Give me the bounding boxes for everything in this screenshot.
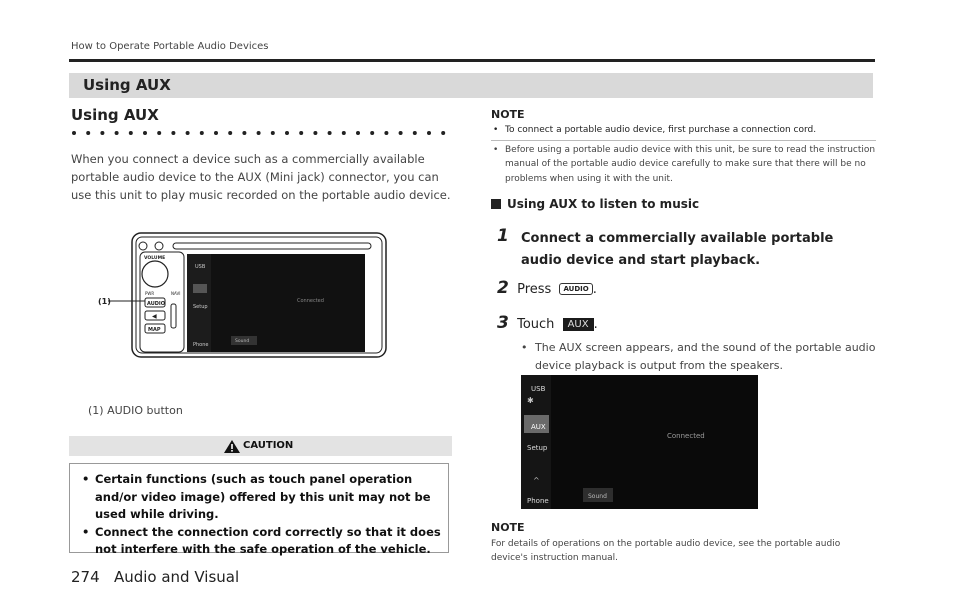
svg-text:Sound: Sound	[588, 493, 607, 500]
svg-text:Connected: Connected	[297, 298, 324, 304]
step-text: Touch	[517, 317, 555, 332]
section-heading	[491, 197, 699, 211]
step-number: 3	[497, 313, 509, 333]
step-text: Press	[517, 282, 552, 297]
figure-caption: (1) AUDIO button	[88, 404, 183, 417]
dot	[200, 131, 204, 135]
svg-text:Setup: Setup	[193, 304, 208, 310]
dot	[413, 131, 417, 135]
band-title: Using AUX	[83, 76, 171, 94]
note-item: • Before using a portable audio device with this unit, be sure to read the instruction manual of the portable audio device carefully to make sure that there will be no problems when using it with the unit.	[491, 143, 876, 187]
note-item: • To connect a portable audio device, first purchase a connection cord.	[491, 123, 876, 141]
dot	[342, 131, 346, 135]
svg-text:Phone: Phone	[527, 497, 549, 505]
svg-text:✱: ✱	[527, 396, 534, 405]
aux-key-icon: AUX	[563, 318, 594, 331]
dot	[171, 131, 175, 135]
note-heading: NOTE	[491, 108, 525, 121]
step-3	[497, 313, 598, 333]
dot	[242, 131, 246, 135]
svg-text:Connected: Connected	[667, 432, 705, 440]
dot	[100, 131, 104, 135]
svg-text:Sound: Sound	[235, 339, 250, 344]
section-band	[69, 73, 873, 98]
dot	[399, 131, 403, 135]
dot	[441, 131, 445, 135]
aux-screen-screenshot	[521, 375, 758, 509]
svg-text:^: ^	[533, 476, 540, 485]
note-list	[491, 123, 876, 186]
warning-icon	[224, 440, 240, 453]
square-bullet-icon	[491, 199, 501, 209]
svg-text:AUX: AUX	[531, 423, 546, 431]
step-suffix: .	[592, 282, 597, 297]
running-header: How to Operate Portable Audio Devices	[71, 41, 269, 52]
audio-key-icon: AUDIO	[559, 283, 592, 295]
dot	[356, 131, 360, 135]
dot	[86, 131, 90, 135]
dot	[370, 131, 374, 135]
caution-item: • Connect the connection cord correctly so that it does not interfere with the safe operation of the vehicle.	[82, 524, 442, 559]
caution-list	[82, 471, 442, 559]
svg-text:◀: ◀	[152, 313, 157, 320]
step-number: 1	[497, 226, 509, 246]
svg-text:AUDIO: AUDIO	[147, 301, 166, 307]
dot	[328, 131, 332, 135]
caution-item: • Certain functions (such as touch panel operation and/or video image) offered by this unit may not be used while driving.	[82, 471, 442, 524]
step-2	[497, 278, 597, 298]
dot	[186, 131, 190, 135]
svg-text:PWR: PWR	[145, 291, 155, 296]
dot	[299, 131, 303, 135]
dot	[384, 131, 388, 135]
dot	[72, 131, 76, 135]
svg-text:MAP: MAP	[148, 327, 161, 333]
step-1	[497, 225, 877, 272]
svg-text:VOLUME: VOLUME	[144, 256, 166, 261]
svg-text:USB: USB	[195, 264, 206, 270]
dotted-rule	[71, 129, 451, 137]
page-number: 274	[71, 568, 100, 586]
note2-heading: NOTE	[491, 521, 525, 534]
dot	[129, 131, 133, 135]
dot	[228, 131, 232, 135]
figure-callout: (1)	[98, 297, 111, 306]
header-rule	[69, 59, 875, 62]
caution-title: CAUTION	[243, 440, 294, 451]
dot	[427, 131, 431, 135]
callout-leader	[108, 295, 138, 307]
svg-text:NAVI: NAVI	[171, 291, 181, 296]
note2-text: For details of operations on the portable audio device, see the portable audio device's instruction manual.	[491, 539, 841, 563]
dot	[257, 131, 261, 135]
dot	[157, 131, 161, 135]
dot	[271, 131, 275, 135]
dot	[285, 131, 289, 135]
dot	[313, 131, 317, 135]
footer-section: Audio and Visual	[113, 568, 240, 586]
head-unit-illustration	[131, 232, 387, 358]
svg-text:Phone: Phone	[193, 342, 209, 348]
page-heading: Using AUX	[71, 106, 159, 124]
step-text: Connect a commercially available portable audio device and start playback.	[521, 231, 834, 268]
section-heading-text: Using AUX to listen to music	[507, 197, 700, 211]
step-suffix: .	[593, 317, 598, 332]
intro-paragraph: When you connect a device such as a commercially available portable audio device to the AUX (Mini jack) connector, you can use this unit to play music recorded on the portable audio device.	[71, 152, 451, 202]
dot	[214, 131, 218, 135]
step-number: 2	[497, 278, 509, 298]
svg-text:USB: USB	[531, 385, 546, 393]
svg-text:Setup: Setup	[527, 444, 548, 452]
page-footer	[71, 568, 239, 586]
dot	[115, 131, 119, 135]
dot	[143, 131, 147, 135]
step-3-bullet: • The AUX screen appears, and the sound of the portable audio device playback is output from the speakers.	[521, 339, 887, 374]
